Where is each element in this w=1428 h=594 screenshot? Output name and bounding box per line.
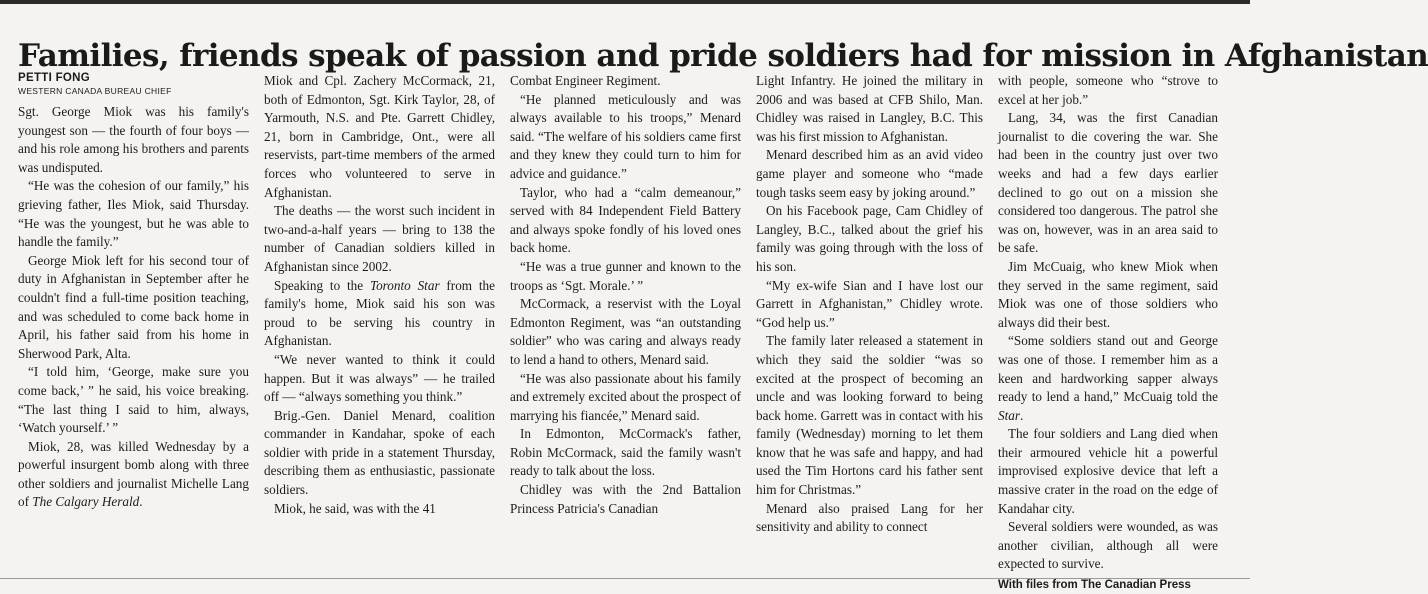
article-paragraph: Jim McCuaig, who knew Miok when they served in the same regiment, said Miok was one of those soldiers who always did their best. xyxy=(998,258,1218,330)
byline-title: WESTERN CANADA BUREAU CHIEF xyxy=(18,86,172,96)
paragraph-text: from the family's home, Miok said his son was proud to be serving his country in Afghanistan. xyxy=(264,277,495,349)
article-paragraph: Lang, 34, was the first Canadian journalist to die covering the war. She had been in the country just over two weeks and had a few days earlier declined to go out on a mission she considered too dangerous. The patrol she was on, however, was in an area said to be safe. xyxy=(998,110,1218,256)
article-column-5 xyxy=(998,72,1218,592)
article-paragraph: “My ex-wife Sian and I have lost our Garrett in Afghanistan,” Chidley wrote. “God help us.” xyxy=(756,277,983,330)
article-paragraph: Sgt. George Miok was his family's youngest son — the fourth of four boys — and his role among his brothers and parents was undisputed. xyxy=(18,104,249,175)
paragraph-text: . xyxy=(139,494,143,510)
credit-line: With files from The Canadian Press xyxy=(998,579,1191,592)
article-paragraph: with people, someone who “strove to excel at her job.” xyxy=(998,73,1218,107)
article-paragraph: Taylor, who had a “calm demeanour,” served with 84 Independent Field Battery and always spoke fondly of his loved ones back home. xyxy=(510,184,741,256)
article-paragraph: George Miok left for his second tour of duty in Afghanistan in September after he couldn't find a full-time position teaching, and was scheduled to come back home in April, his father said from his home in Sherwood Park, Alta. xyxy=(18,252,249,361)
article-column-2 xyxy=(264,72,495,572)
paragraph-text: Miok, 28, was killed Wednesday by a powerful insurgent bomb along with three other soldiers and journalist Michelle Lang of xyxy=(18,438,249,510)
article-paragraph: In Edmonton, McCormack's father, Robin McCormack, said the family wasn't ready to talk about the loss. xyxy=(510,426,741,479)
article-paragraph: Miok, he said, was with the 41 xyxy=(274,500,436,516)
article-paragraph: Menard described him as an avid video game player and someone who “made tough tasks seem easy by joking around.” xyxy=(756,147,983,200)
article-paragraph: “He was a true gunner and known to the troops as ‘Sgt. Morale.’ ” xyxy=(510,258,741,293)
article-paragraph: The family later released a statement in which they said the soldier “was so excited at the prospect of becoming an uncle and was looking forward to being back home. Garrett was in contact with his family (Wednesday) morning to let them know that he was safe and happy, and had used the Tim Hortons card his father sent him for Christmas.” xyxy=(756,333,983,498)
paragraph-text: Speaking to the xyxy=(274,277,370,293)
article-paragraph: The four soldiers and Lang died when their armoured vehicle hit a powerful improvised explosive device that left a massive crater in the road on the edge of Kandahar city. xyxy=(998,426,1218,516)
article-column-1 xyxy=(18,72,249,572)
article-paragraph: Combat Engineer Regiment. xyxy=(510,73,661,88)
top-rule xyxy=(0,0,1250,4)
article-paragraph xyxy=(18,438,249,512)
article-paragraph: “I told him, ‘George, make sure you come back,’ ” he said, his voice breaking. “The last thing I said to him, always, ‘Watch yourself.’ ” xyxy=(18,364,249,436)
article-paragraph: Brig.-Gen. Daniel Menard, coalition commander in Kandahar, spoke of each soldier with pride in a statement Thursday, describing them as enthusiastic, passionate soldiers. xyxy=(264,407,495,498)
article-paragraph: “We never wanted to think it could happen. But it was always” — he trailed off — “always something you think.” xyxy=(264,351,495,405)
headline: Families, friends speak of passion and pride soldiers had for mission in Afghanistan xyxy=(18,37,1428,74)
article-paragraph: Light Infantry. He joined the military in 2006 and was based at CFB Shilo, Man. Chidley was raised in Langley, B.C. This was his first mission to Afghanistan. xyxy=(756,73,983,144)
article-paragraph: Miok and Cpl. Zachery McCormack, 21, both of Edmonton, Sgt. Kirk Taylor, 28, of Yarmouth, N.S. and Pte. Garrett Chidley, 21, born in Cambridge, Ont., were all reservists, part-time members of the armed forces who volunteered to serve in Afghanistan. xyxy=(264,73,495,200)
article-paragraph xyxy=(264,277,495,351)
article-paragraph: Chidley was with the 2nd Battalion Princess Patricia's Canadian xyxy=(510,482,741,516)
article-paragraph: Several soldiers were wounded, as was another civilian, although all were expected to survive. xyxy=(998,519,1218,572)
paragraph-text: “Some soldiers stand out and George was one of those. I remember him as a keen and hardworking sapper always ready to lend a hand,” McCuaig told the xyxy=(998,333,1218,405)
bottom-rule xyxy=(0,578,1250,579)
italic-publication-name: Star xyxy=(998,407,1020,423)
paragraph-text: . xyxy=(1019,407,1024,423)
article-paragraph: On his Facebook page, Cam Chidley of Langley, B.C., talked about the grief his family was going through with the loss of his son. xyxy=(756,203,983,274)
article-paragraph: “He was also passionate about his family and extremely excited about the prospect of marrying his fiancée,” Menard said. xyxy=(510,370,741,423)
article-paragraph: “He planned meticulously and was always available to his troops,” Menard said. “The welfare of his soldiers came first and they knew they could turn to him for advice and guidance.” xyxy=(510,91,741,181)
italic-publication-name: Toronto Star xyxy=(369,277,440,293)
article-paragraph: “He was the cohesion of our family,” his grieving father, Iles Miok, said Thursday. “He was the youngest, but he was able to handle the family.” xyxy=(18,178,249,250)
article-paragraph: The deaths — the worst such incident in two-and-a-half years — bring to 138 the number of Canadian soldiers killed in Afghanistan since 2002. xyxy=(264,203,495,274)
article-paragraph: McCormack, a reservist with the Loyal Edmonton Regiment, was “an outstanding soldier” who was caring and always ready to lend a hand to others, Menard said. xyxy=(510,296,741,367)
italic-publication-name: The Calgary Herald xyxy=(32,494,140,510)
article-column-4 xyxy=(756,72,983,572)
article-column-3 xyxy=(510,72,741,572)
article-paragraph: Menard also praised Lang for her sensitivity and ability to connect xyxy=(756,500,983,535)
article-paragraph xyxy=(998,332,1218,425)
byline-name: PETTI FONG xyxy=(18,72,90,84)
